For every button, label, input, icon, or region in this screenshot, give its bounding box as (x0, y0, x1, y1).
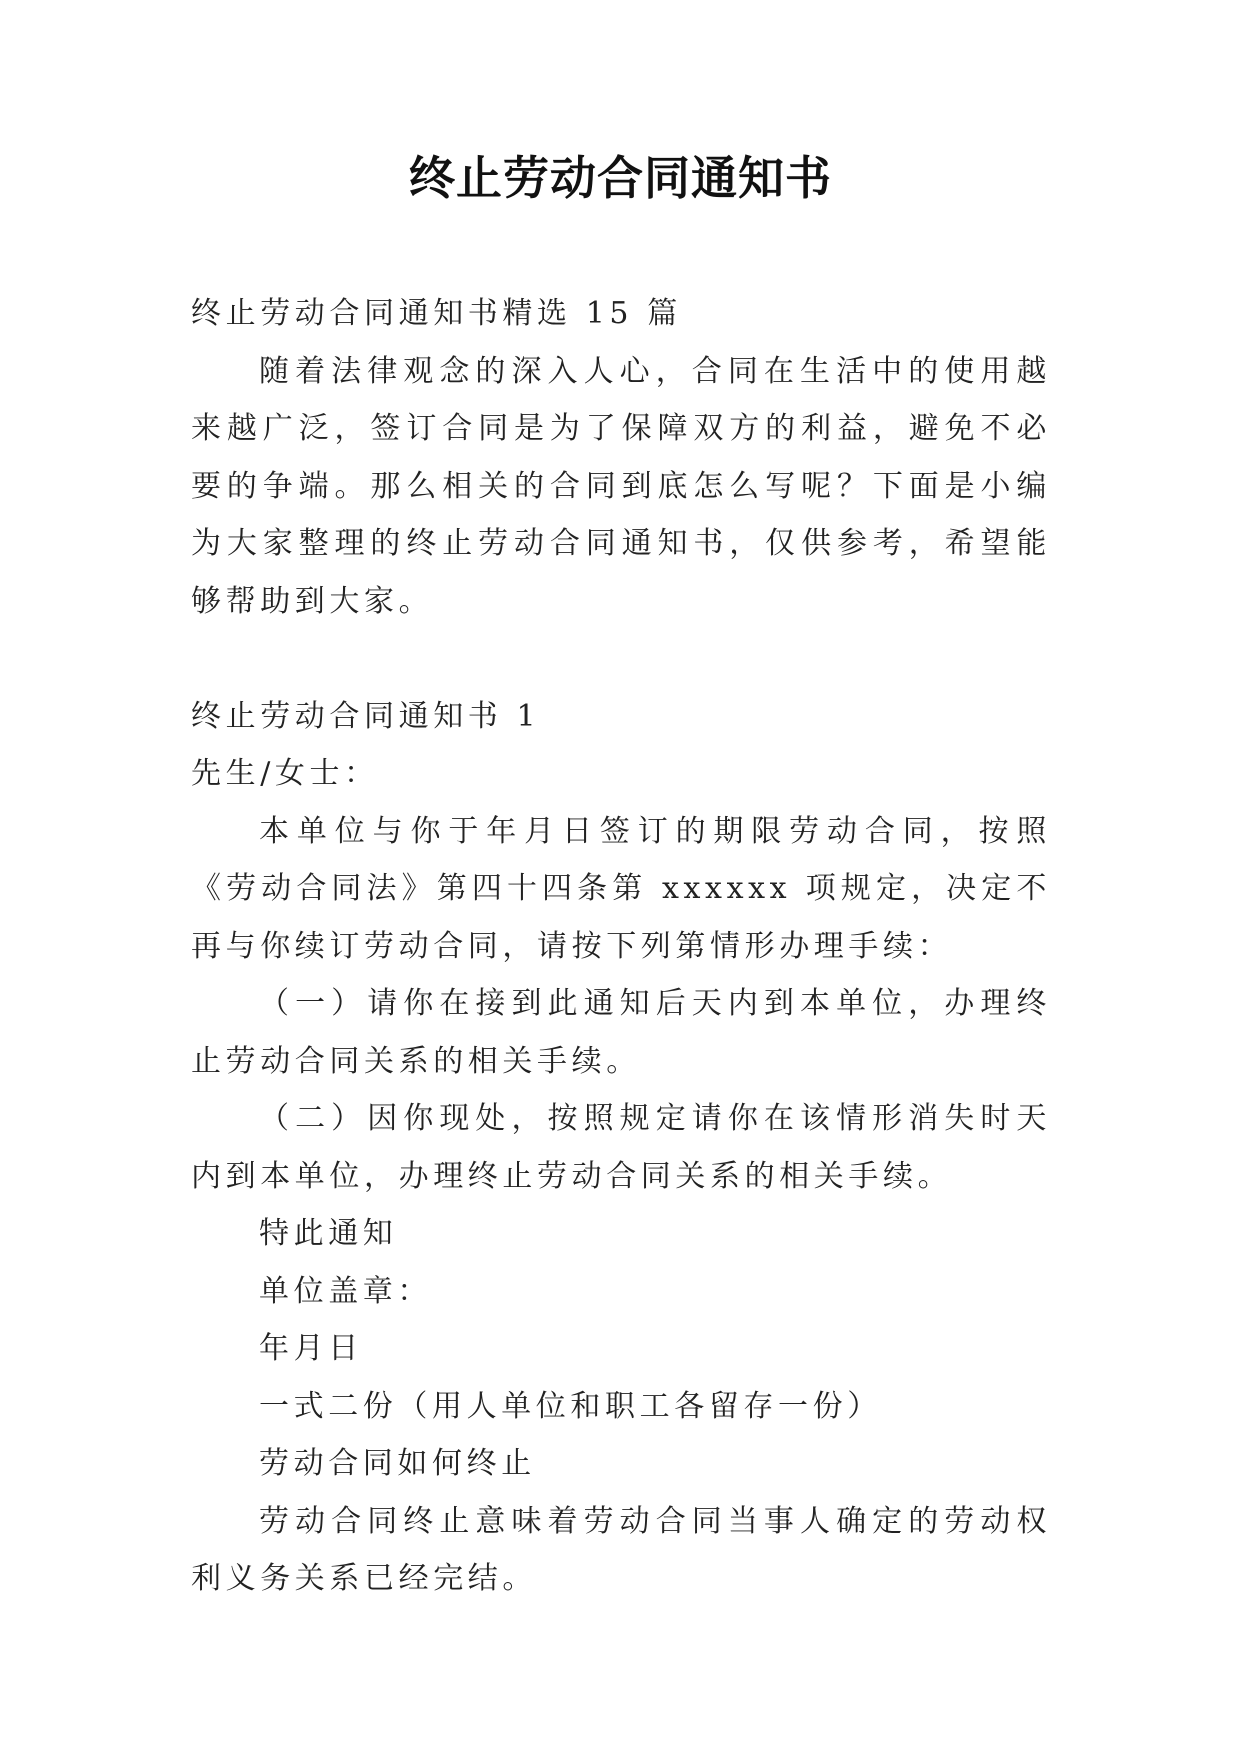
section-heading: 终止劳动合同通知书 1 (191, 698, 541, 734)
salutation: 先生/女士： (191, 756, 379, 791)
copies-note: 一式二份（用人单位和职工各留存一份） (259, 1388, 882, 1424)
document-body (191, 285, 1051, 1608)
seal-line: 单位盖章： (259, 1273, 432, 1309)
paragraph-spacer (191, 630, 1051, 688)
subheading-how-to-terminate: 劳动合同如何终止 (259, 1446, 536, 1481)
date-line: 年月日 (259, 1331, 363, 1366)
item-one-paragraph: （一）请你在接到此通知后天内到本单位，办理终止劳动合同关系的相关手续。 (191, 986, 1051, 1079)
document-title: 终止劳动合同通知书 (409, 151, 832, 205)
intro-paragraph: 随着法律观念的深入人心，合同在生活中的使用越来越广泛，签订合同是为了保障双方的利益，避免不必要的争端。那么相关的合同到底怎么写呢？下面是小编为大家整理的终止劳动合同通知书，仅供参考，希望能够帮助到大家。 (191, 353, 1051, 619)
item-two-paragraph: （二）因你现处，按照规定请你在该情形消失时天内到本单位，办理终止劳动合同关系的相关手续。 (191, 1101, 1051, 1194)
termination-paragraph: 劳动合同终止意味着劳动合同当事人确定的劳动权利义务关系已经完结。 (191, 1503, 1051, 1596)
closing-notice: 特此通知 (259, 1216, 398, 1251)
notice-paragraph: 本单位与你于年月日签订的期限劳动合同，按照《劳动合同法》第四十四条第 xxxxxx 项规定，决定不再与你续订劳动合同，请按下列第情形办理手续： (191, 813, 1051, 964)
subtitle-paragraph: 终止劳动合同通知书精选 15 篇 (191, 296, 682, 331)
